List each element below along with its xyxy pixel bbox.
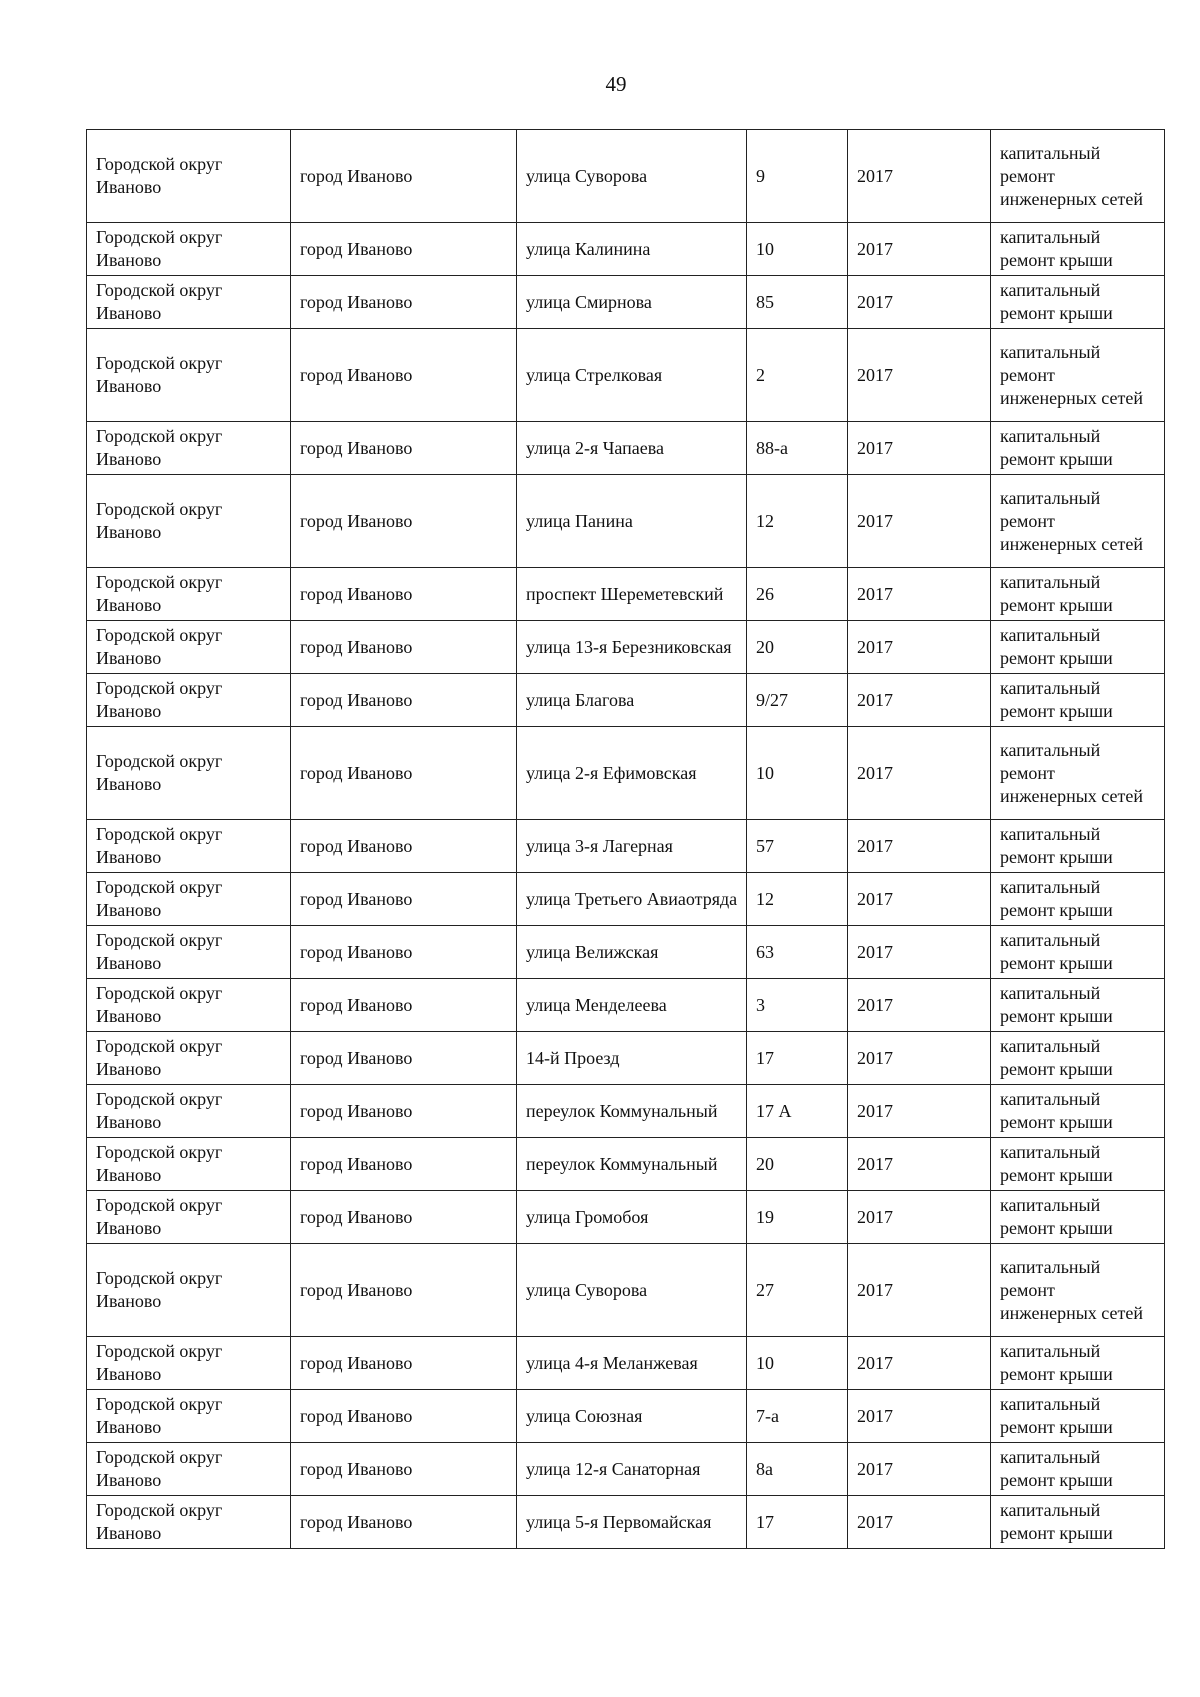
house-cell: 10 <box>747 727 848 820</box>
house-cell: 3 <box>747 979 848 1032</box>
city-cell: город Иваново <box>291 422 517 475</box>
repair-register-table <box>86 129 1165 1549</box>
street-cell: улица 5-я Первомайская <box>517 1496 747 1549</box>
district-cell: Городской округ Иваново <box>87 1496 291 1549</box>
street-cell: улица Стрелковая <box>517 329 747 422</box>
year-cell: 2017 <box>848 223 991 276</box>
city-cell: город Иваново <box>291 820 517 873</box>
work-cell: капитальный ремонт крыши <box>991 621 1165 674</box>
house-cell: 26 <box>747 568 848 621</box>
table-row <box>87 727 1165 820</box>
year-cell: 2017 <box>848 820 991 873</box>
city-cell: город Иваново <box>291 130 517 223</box>
year-cell: 2017 <box>848 1337 991 1390</box>
district-cell: Городской округ Иваново <box>87 568 291 621</box>
street-cell: улица Третьего Авиаотряда <box>517 873 747 926</box>
table-row <box>87 1390 1165 1443</box>
table-row <box>87 223 1165 276</box>
district-cell: Городской округ Иваново <box>87 1244 291 1337</box>
district-cell: Городской округ Иваново <box>87 475 291 568</box>
year-cell: 2017 <box>848 329 991 422</box>
year-cell: 2017 <box>848 1191 991 1244</box>
table-row <box>87 621 1165 674</box>
table-row <box>87 422 1165 475</box>
house-cell: 20 <box>747 1138 848 1191</box>
year-cell: 2017 <box>848 1138 991 1191</box>
city-cell: город Иваново <box>291 1138 517 1191</box>
district-cell: Городской округ Иваново <box>87 422 291 475</box>
district-cell: Городской округ Иваново <box>87 873 291 926</box>
city-cell: город Иваново <box>291 1085 517 1138</box>
table-row <box>87 926 1165 979</box>
table-row <box>87 979 1165 1032</box>
city-cell: город Иваново <box>291 475 517 568</box>
street-cell: улица Суворова <box>517 1244 747 1337</box>
street-cell: переулок Коммунальный <box>517 1085 747 1138</box>
house-cell: 17 А <box>747 1085 848 1138</box>
street-cell: улица Смирнова <box>517 276 747 329</box>
table-row <box>87 1085 1165 1138</box>
district-cell: Городской округ Иваново <box>87 1191 291 1244</box>
street-cell: улица Союзная <box>517 1390 747 1443</box>
table-row <box>87 674 1165 727</box>
district-cell: Городской округ Иваново <box>87 1085 291 1138</box>
table-row <box>87 1496 1165 1549</box>
city-cell: город Иваново <box>291 1390 517 1443</box>
city-cell: город Иваново <box>291 727 517 820</box>
work-cell: капитальный ремонт инженерных сетей <box>991 329 1165 422</box>
year-cell: 2017 <box>848 926 991 979</box>
work-cell: капитальный ремонт крыши <box>991 223 1165 276</box>
table-row <box>87 873 1165 926</box>
house-cell: 17 <box>747 1496 848 1549</box>
year-cell: 2017 <box>848 130 991 223</box>
table-row <box>87 1337 1165 1390</box>
house-cell: 85 <box>747 276 848 329</box>
table-row <box>87 1138 1165 1191</box>
work-cell: капитальный ремонт крыши <box>991 568 1165 621</box>
city-cell: город Иваново <box>291 621 517 674</box>
work-cell: капитальный ремонт инженерных сетей <box>991 130 1165 223</box>
street-cell: улица 4-я Меланжевая <box>517 1337 747 1390</box>
district-cell: Городской округ Иваново <box>87 979 291 1032</box>
city-cell: город Иваново <box>291 276 517 329</box>
city-cell: город Иваново <box>291 1496 517 1549</box>
table-row <box>87 475 1165 568</box>
work-cell: капитальный ремонт инженерных сетей <box>991 1244 1165 1337</box>
year-cell: 2017 <box>848 475 991 568</box>
year-cell: 2017 <box>848 873 991 926</box>
table-row <box>87 820 1165 873</box>
city-cell: город Иваново <box>291 979 517 1032</box>
year-cell: 2017 <box>848 1390 991 1443</box>
year-cell: 2017 <box>848 422 991 475</box>
table-row <box>87 329 1165 422</box>
street-cell: улица 2-я Чапаева <box>517 422 747 475</box>
city-cell: город Иваново <box>291 1443 517 1496</box>
work-cell: капитальный ремонт крыши <box>991 422 1165 475</box>
city-cell: город Иваново <box>291 873 517 926</box>
house-cell: 20 <box>747 621 848 674</box>
work-cell: капитальный ремонт инженерных сетей <box>991 727 1165 820</box>
district-cell: Городской округ Иваново <box>87 1032 291 1085</box>
street-cell: улица Панина <box>517 475 747 568</box>
table-row <box>87 1244 1165 1337</box>
city-cell: город Иваново <box>291 1244 517 1337</box>
house-cell: 19 <box>747 1191 848 1244</box>
work-cell: капитальный ремонт крыши <box>991 926 1165 979</box>
city-cell: город Иваново <box>291 1191 517 1244</box>
house-cell: 7-а <box>747 1390 848 1443</box>
work-cell: капитальный ремонт крыши <box>991 1390 1165 1443</box>
work-cell: капитальный ремонт инженерных сетей <box>991 475 1165 568</box>
street-cell: проспект Шереметевский <box>517 568 747 621</box>
street-cell: улица Благова <box>517 674 747 727</box>
district-cell: Городской округ Иваново <box>87 130 291 223</box>
house-cell: 27 <box>747 1244 848 1337</box>
city-cell: город Иваново <box>291 674 517 727</box>
page-number: 49 <box>605 72 627 96</box>
street-cell: улица Менделеева <box>517 979 747 1032</box>
year-cell: 2017 <box>848 1085 991 1138</box>
year-cell: 2017 <box>848 727 991 820</box>
work-cell: капитальный ремонт крыши <box>991 873 1165 926</box>
house-cell: 63 <box>747 926 848 979</box>
year-cell: 2017 <box>848 1496 991 1549</box>
house-cell: 2 <box>747 329 848 422</box>
house-cell: 10 <box>747 1337 848 1390</box>
house-cell: 8а <box>747 1443 848 1496</box>
district-cell: Городской округ Иваново <box>87 276 291 329</box>
house-cell: 57 <box>747 820 848 873</box>
street-cell: улица Велижская <box>517 926 747 979</box>
street-cell: 14-й Проезд <box>517 1032 747 1085</box>
city-cell: город Иваново <box>291 223 517 276</box>
year-cell: 2017 <box>848 621 991 674</box>
table-row <box>87 1032 1165 1085</box>
house-cell: 88-а <box>747 422 848 475</box>
street-cell: переулок Коммунальный <box>517 1138 747 1191</box>
street-cell: улица Суворова <box>517 130 747 223</box>
year-cell: 2017 <box>848 979 991 1032</box>
street-cell: улица 3-я Лагерная <box>517 820 747 873</box>
city-cell: город Иваново <box>291 568 517 621</box>
house-cell: 9 <box>747 130 848 223</box>
district-cell: Городской округ Иваново <box>87 674 291 727</box>
year-cell: 2017 <box>848 1443 991 1496</box>
district-cell: Городской округ Иваново <box>87 1390 291 1443</box>
work-cell: капитальный ремонт крыши <box>991 1191 1165 1244</box>
table-row <box>87 568 1165 621</box>
work-cell: капитальный ремонт крыши <box>991 1032 1165 1085</box>
year-cell: 2017 <box>848 1032 991 1085</box>
house-cell: 9/27 <box>747 674 848 727</box>
district-cell: Городской округ Иваново <box>87 1337 291 1390</box>
district-cell: Городской округ Иваново <box>87 1138 291 1191</box>
work-cell: капитальный ремонт крыши <box>991 1443 1165 1496</box>
city-cell: город Иваново <box>291 329 517 422</box>
house-cell: 10 <box>747 223 848 276</box>
district-cell: Городской округ Иваново <box>87 1443 291 1496</box>
year-cell: 2017 <box>848 1244 991 1337</box>
street-cell: улица 12-я Санаторная <box>517 1443 747 1496</box>
district-cell: Городской округ Иваново <box>87 820 291 873</box>
city-cell: город Иваново <box>291 1337 517 1390</box>
district-cell: Городской округ Иваново <box>87 223 291 276</box>
work-cell: капитальный ремонт крыши <box>991 1085 1165 1138</box>
work-cell: капитальный ремонт крыши <box>991 820 1165 873</box>
street-cell: улица Калинина <box>517 223 747 276</box>
work-cell: капитальный ремонт крыши <box>991 1138 1165 1191</box>
street-cell: улица Громобоя <box>517 1191 747 1244</box>
table-body <box>87 130 1165 1549</box>
city-cell: город Иваново <box>291 926 517 979</box>
table-row <box>87 1443 1165 1496</box>
city-cell: город Иваново <box>291 1032 517 1085</box>
district-cell: Городской округ Иваново <box>87 926 291 979</box>
work-cell: капитальный ремонт крыши <box>991 1496 1165 1549</box>
work-cell: капитальный ремонт крыши <box>991 276 1165 329</box>
street-cell: улица 13-я Березниковская <box>517 621 747 674</box>
district-cell: Городской округ Иваново <box>87 727 291 820</box>
house-cell: 12 <box>747 873 848 926</box>
table-row <box>87 1191 1165 1244</box>
street-cell: улица 2-я Ефимовская <box>517 727 747 820</box>
table-row <box>87 276 1165 329</box>
year-cell: 2017 <box>848 276 991 329</box>
table-row <box>87 130 1165 223</box>
work-cell: капитальный ремонт крыши <box>991 674 1165 727</box>
year-cell: 2017 <box>848 674 991 727</box>
district-cell: Городской округ Иваново <box>87 329 291 422</box>
district-cell: Городской округ Иваново <box>87 621 291 674</box>
house-cell: 12 <box>747 475 848 568</box>
work-cell: капитальный ремонт крыши <box>991 979 1165 1032</box>
work-cell: капитальный ремонт крыши <box>991 1337 1165 1390</box>
house-cell: 17 <box>747 1032 848 1085</box>
year-cell: 2017 <box>848 568 991 621</box>
